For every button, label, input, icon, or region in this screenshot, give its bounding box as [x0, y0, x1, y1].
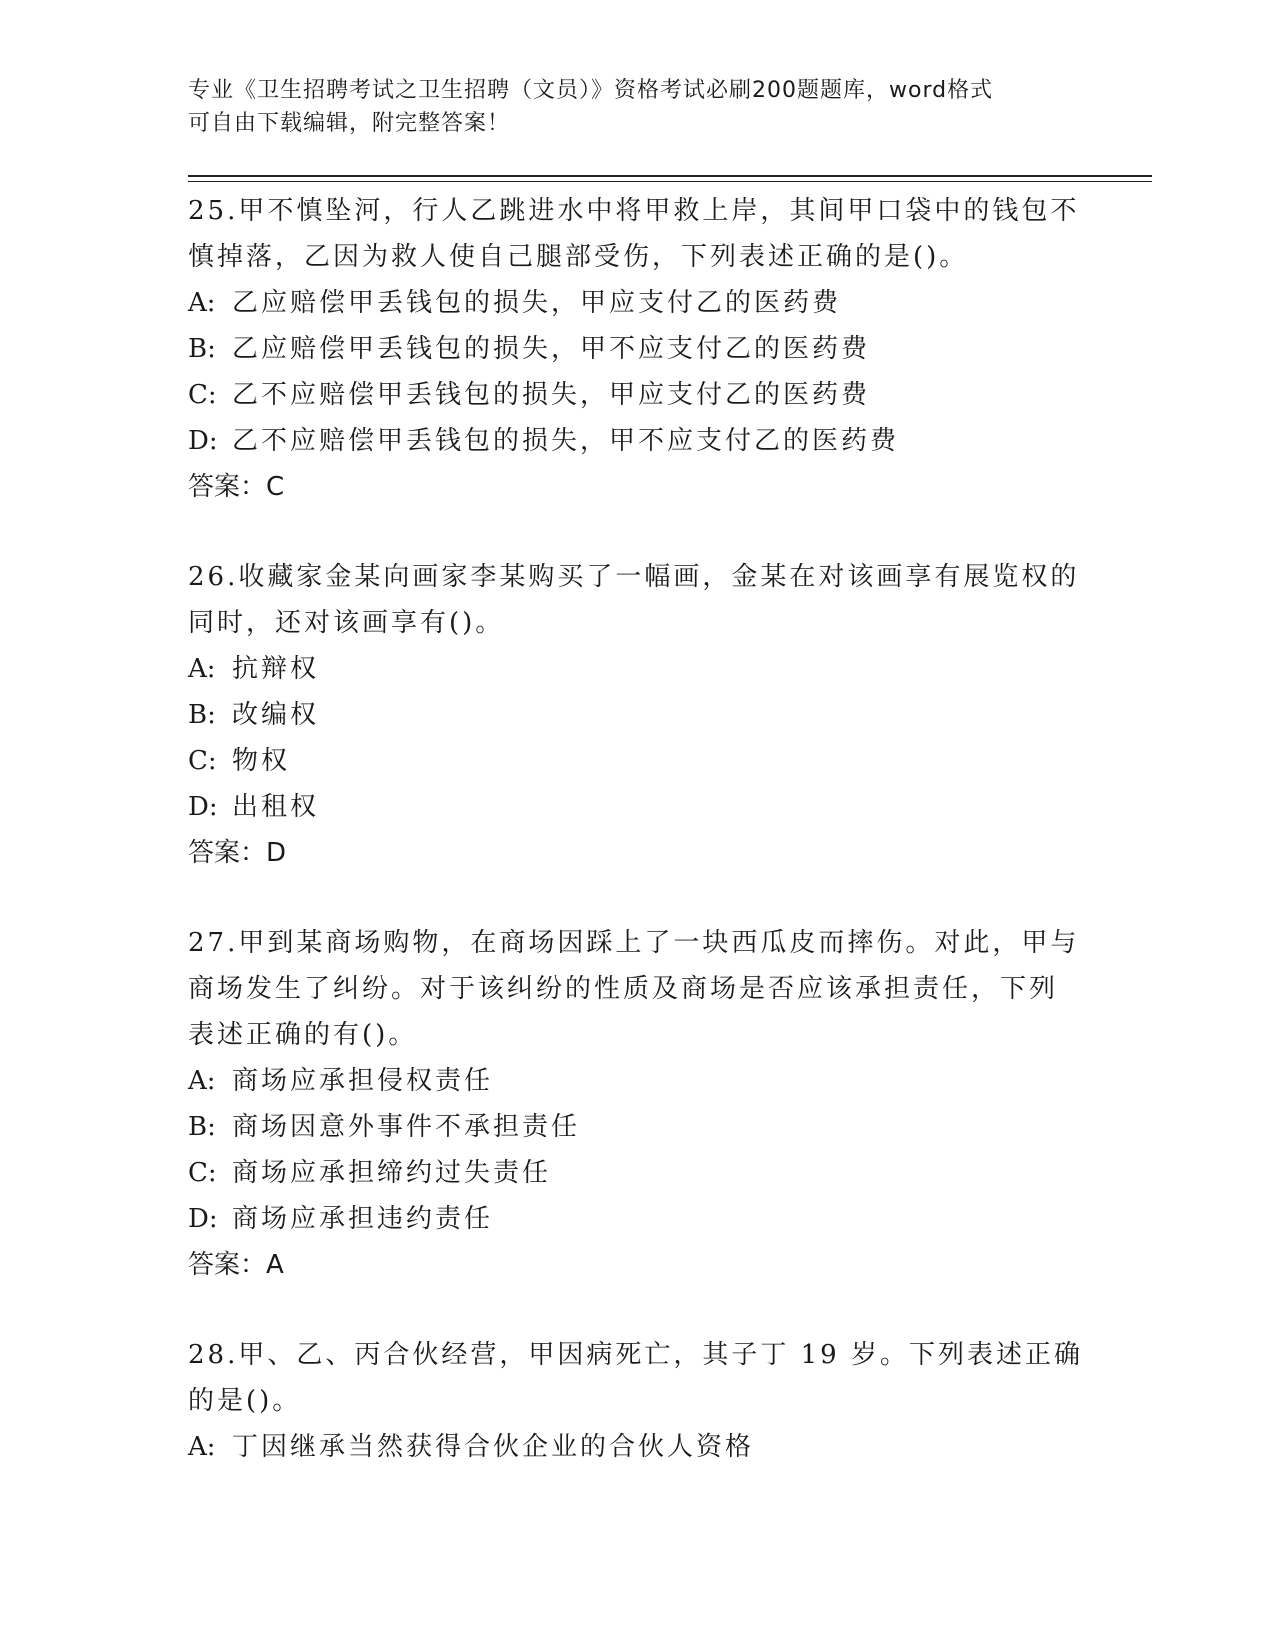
- option-letter: B:: [188, 334, 216, 364]
- option-a: [188, 280, 1088, 326]
- option-a: [188, 646, 1088, 692]
- answer-line: 答案：D: [188, 838, 287, 868]
- header-line-1: 专业《卫生招聘考试之卫生招聘（文员）》资格考试必刷200题题库，word格式: [188, 78, 994, 103]
- option-text: 改编权: [232, 700, 320, 730]
- option-c: [188, 738, 1088, 784]
- question-28: [188, 1332, 1088, 1470]
- option-letter: A:: [188, 1432, 216, 1462]
- option-text: 商场因意外事件不承担责任: [232, 1112, 581, 1142]
- option-letter: C:: [188, 380, 217, 410]
- question-stem-line: 的是()。: [188, 1386, 302, 1416]
- question-27: [188, 920, 1088, 1288]
- option-a: [188, 1058, 1088, 1104]
- option-c: [188, 372, 1088, 418]
- question-stem-line: 26.收藏家金某向画家李某购买了一幅画，金某在对该画享有展览权的: [188, 562, 1080, 592]
- option-text: 物权: [232, 746, 291, 776]
- question-stem-line: 同时，还对该画享有()。: [188, 608, 505, 638]
- option-letter: A:: [188, 654, 216, 684]
- option-letter: B:: [188, 700, 216, 730]
- option-a: [188, 1424, 1088, 1470]
- question-stem-line: 25.甲不慎坠河，行人乙跳进水中将甲救上岸，其间甲口袋中的钱包不: [188, 196, 1080, 226]
- option-c: [188, 1150, 1088, 1196]
- option-letter: C:: [188, 1158, 217, 1188]
- header-divider-thick: [188, 175, 1152, 177]
- question-stem-line: 慎掉落，乙因为救人使自己腿部受伤，下列表述正确的是()。: [188, 242, 969, 272]
- option-text: 丁因继承当然获得合伙企业的合伙人资格: [232, 1432, 755, 1462]
- option-letter: A:: [188, 288, 216, 318]
- option-text: 商场应承担缔约过失责任: [232, 1158, 552, 1188]
- answer-line: 答案：C: [188, 472, 285, 502]
- header-divider-thin: [188, 181, 1152, 182]
- option-b: [188, 326, 1088, 372]
- question-26: [188, 554, 1088, 876]
- option-text: 商场应承担违约责任: [232, 1204, 494, 1234]
- answer-line: 答案：A: [188, 1250, 284, 1280]
- option-d: [188, 784, 1088, 830]
- header-line-2: 可自由下载编辑，附完整答案！: [188, 111, 511, 136]
- question-stem-line: 28.甲、乙、丙合伙经营，甲因病死亡，其子丁 19 岁。下列表述正确: [188, 1340, 1083, 1370]
- option-text: 商场应承担侵权责任: [232, 1066, 494, 1096]
- option-text: 乙应赔偿甲丢钱包的损失，甲不应支付乙的医药费: [232, 334, 871, 364]
- option-letter: D:: [188, 792, 218, 822]
- option-b: [188, 1104, 1088, 1150]
- question-stem-line: 表述正确的有()。: [188, 1020, 418, 1050]
- question-list: [188, 188, 1088, 1470]
- option-text: 出租权: [232, 792, 320, 822]
- option-letter: A:: [188, 1066, 216, 1096]
- option-text: 乙应赔偿甲丢钱包的损失，甲应支付乙的医药费: [232, 288, 842, 318]
- question-25: [188, 188, 1088, 510]
- option-text: 乙不应赔偿甲丢钱包的损失，甲不应支付乙的医药费: [232, 426, 900, 456]
- option-d: [188, 1196, 1088, 1242]
- option-d: [188, 418, 1088, 464]
- option-letter: D:: [188, 1204, 218, 1234]
- option-text: 乙不应赔偿甲丢钱包的损失，甲应支付乙的医药费: [232, 380, 871, 410]
- option-text: 抗辩权: [232, 654, 320, 684]
- document-header: [188, 74, 1088, 140]
- question-stem-line: 商场发生了纠纷。对于该纠纷的性质及商场是否应该承担责任，下列: [188, 974, 1059, 1004]
- option-letter: D:: [188, 426, 218, 456]
- option-letter: C:: [188, 746, 217, 776]
- question-stem-line: 27.甲到某商场购物，在商场因踩上了一块西瓜皮而摔伤。对此，甲与: [188, 928, 1080, 958]
- option-letter: B:: [188, 1112, 216, 1142]
- option-b: [188, 692, 1088, 738]
